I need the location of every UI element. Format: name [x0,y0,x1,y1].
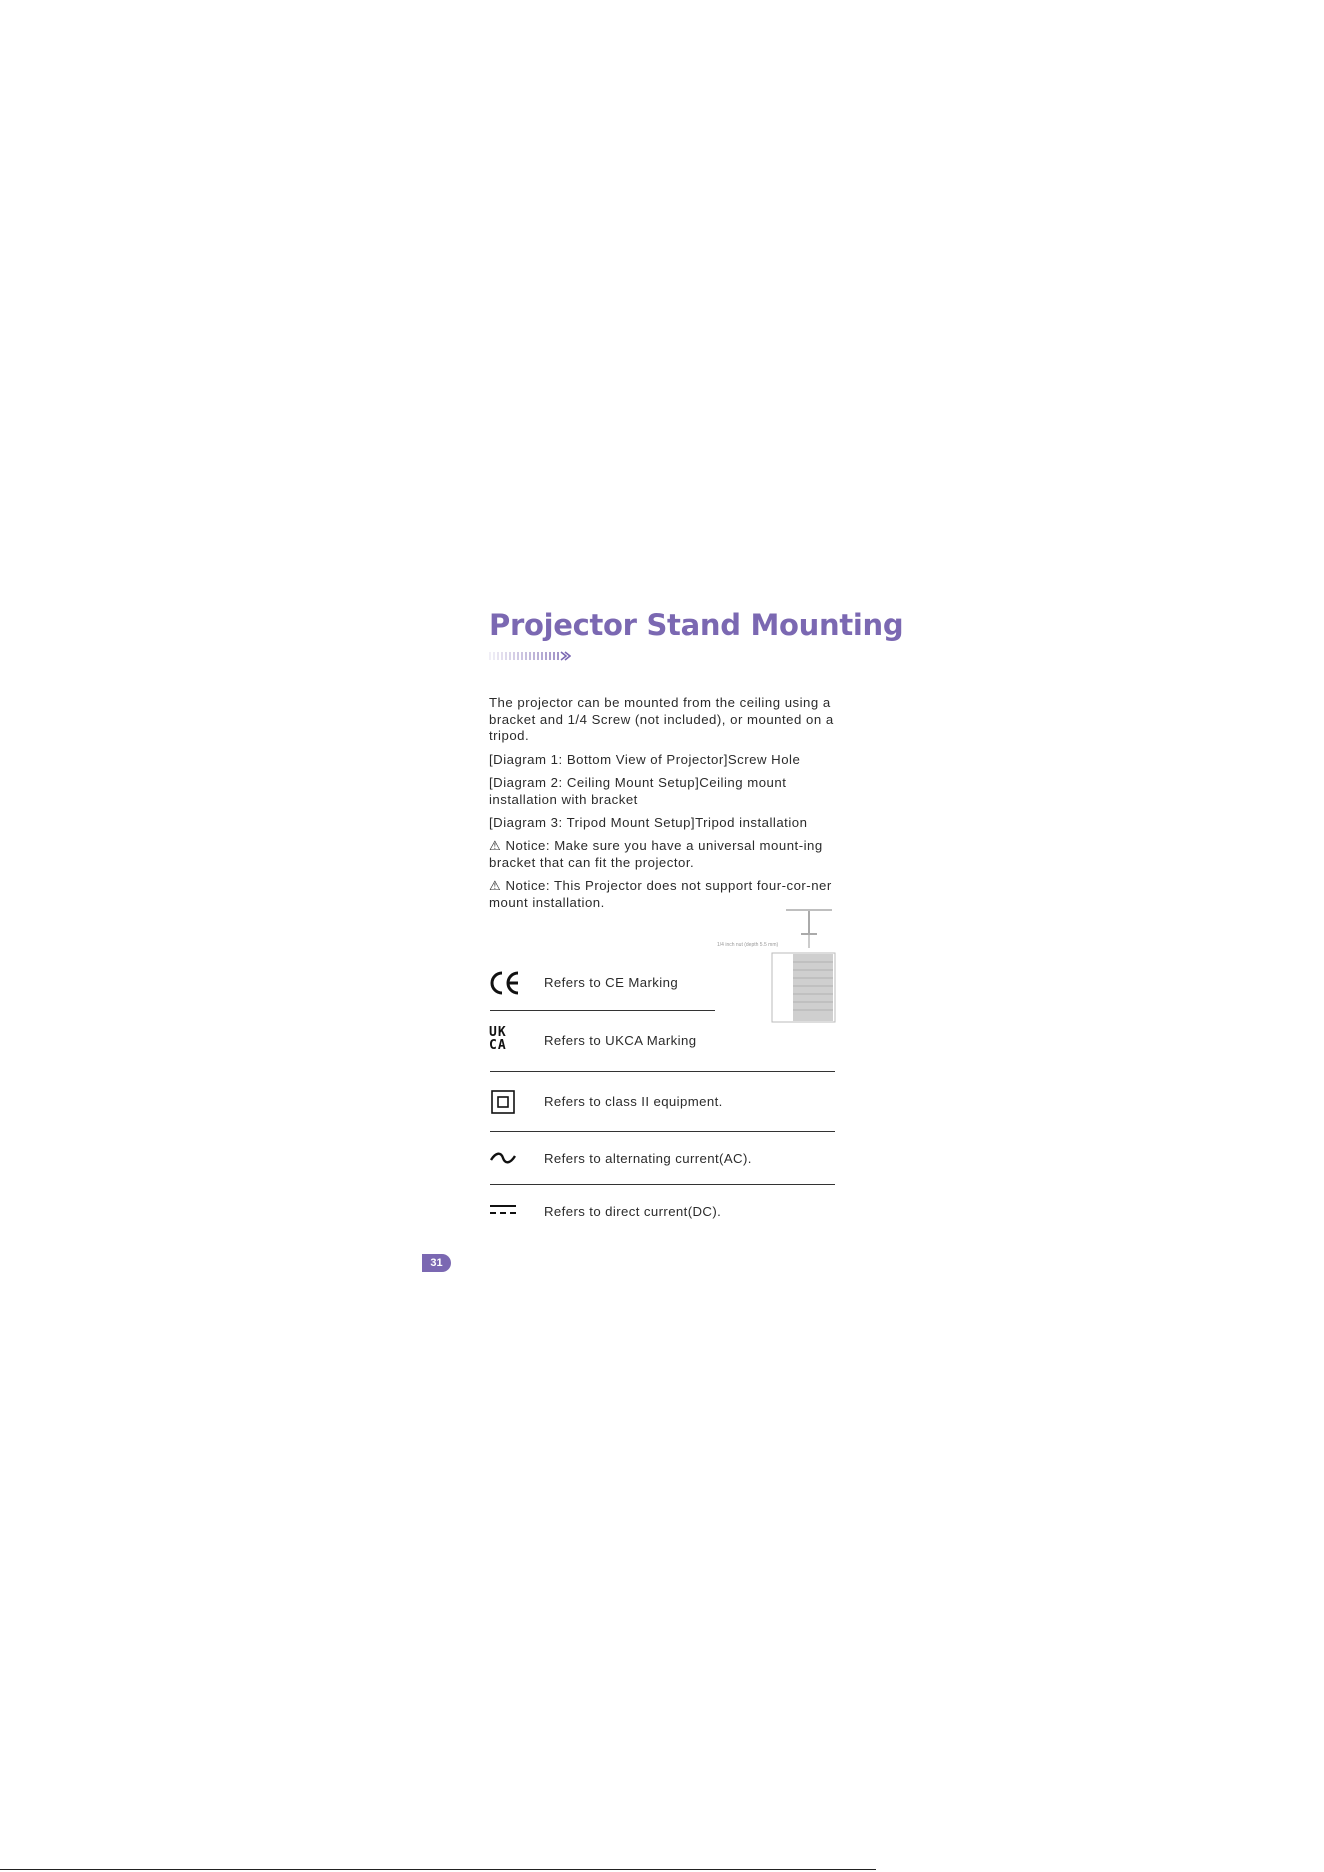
class-ii-label: Refers to class II equipment. [544,1094,723,1109]
class-ii-icon [491,1090,515,1114]
diagram-1-caption: [Diagram 1: Bottom View of Projector]Screw Hole [489,752,801,767]
divider [490,1010,715,1011]
ac-icon [489,1150,517,1166]
figure-label: 1/4 inch nut (depth 5.5 mm) [717,942,779,948]
ceiling-mount-drawing [715,908,840,1028]
ukca-mark-line-1: UK [489,1025,507,1040]
diagram-3-caption: [Diagram 3: Tripod Mount Setup]Tripod installation [489,815,808,830]
dc-label: Refers to direct current(DC). [544,1204,722,1219]
dc-icon [489,1203,517,1217]
ce-mark-icon [489,970,521,996]
divider [490,1184,835,1185]
diagram-2-caption: [Diagram 2: Ceiling Mount Setup]Ceiling mount installation with bracket [489,775,787,807]
page-title: Projector Stand Mounting [489,608,904,642]
ukca-marking-label: Refers to UKCA Marking [544,1033,697,1048]
divider [490,1071,835,1072]
notice-four-corner: ⚠ Notice: This Projector does not support four-cor-ner mount installation. [489,878,832,910]
bottom-rule [0,1869,876,1870]
intro-paragraph: The projector can be mounted from the ceiling using a bracket and 1/4 Screw (not included), or mounted on a tripod. [489,695,834,743]
ukca-mark-icon [489,1026,517,1052]
divider [490,1131,835,1132]
notice-bracket: ⚠ Notice: Make sure you have a universal mount-ing bracket that can fit the projector. [489,838,823,870]
title-underline-decoration [489,650,571,662]
ac-label: Refers to alternating current(AC). [544,1151,752,1166]
mounting-illustration [715,908,840,1028]
ce-marking-label: Refers to CE Marking [544,975,679,990]
page-number-badge: 31 [422,1254,451,1272]
ukca-mark-line-2: CA [489,1038,507,1053]
